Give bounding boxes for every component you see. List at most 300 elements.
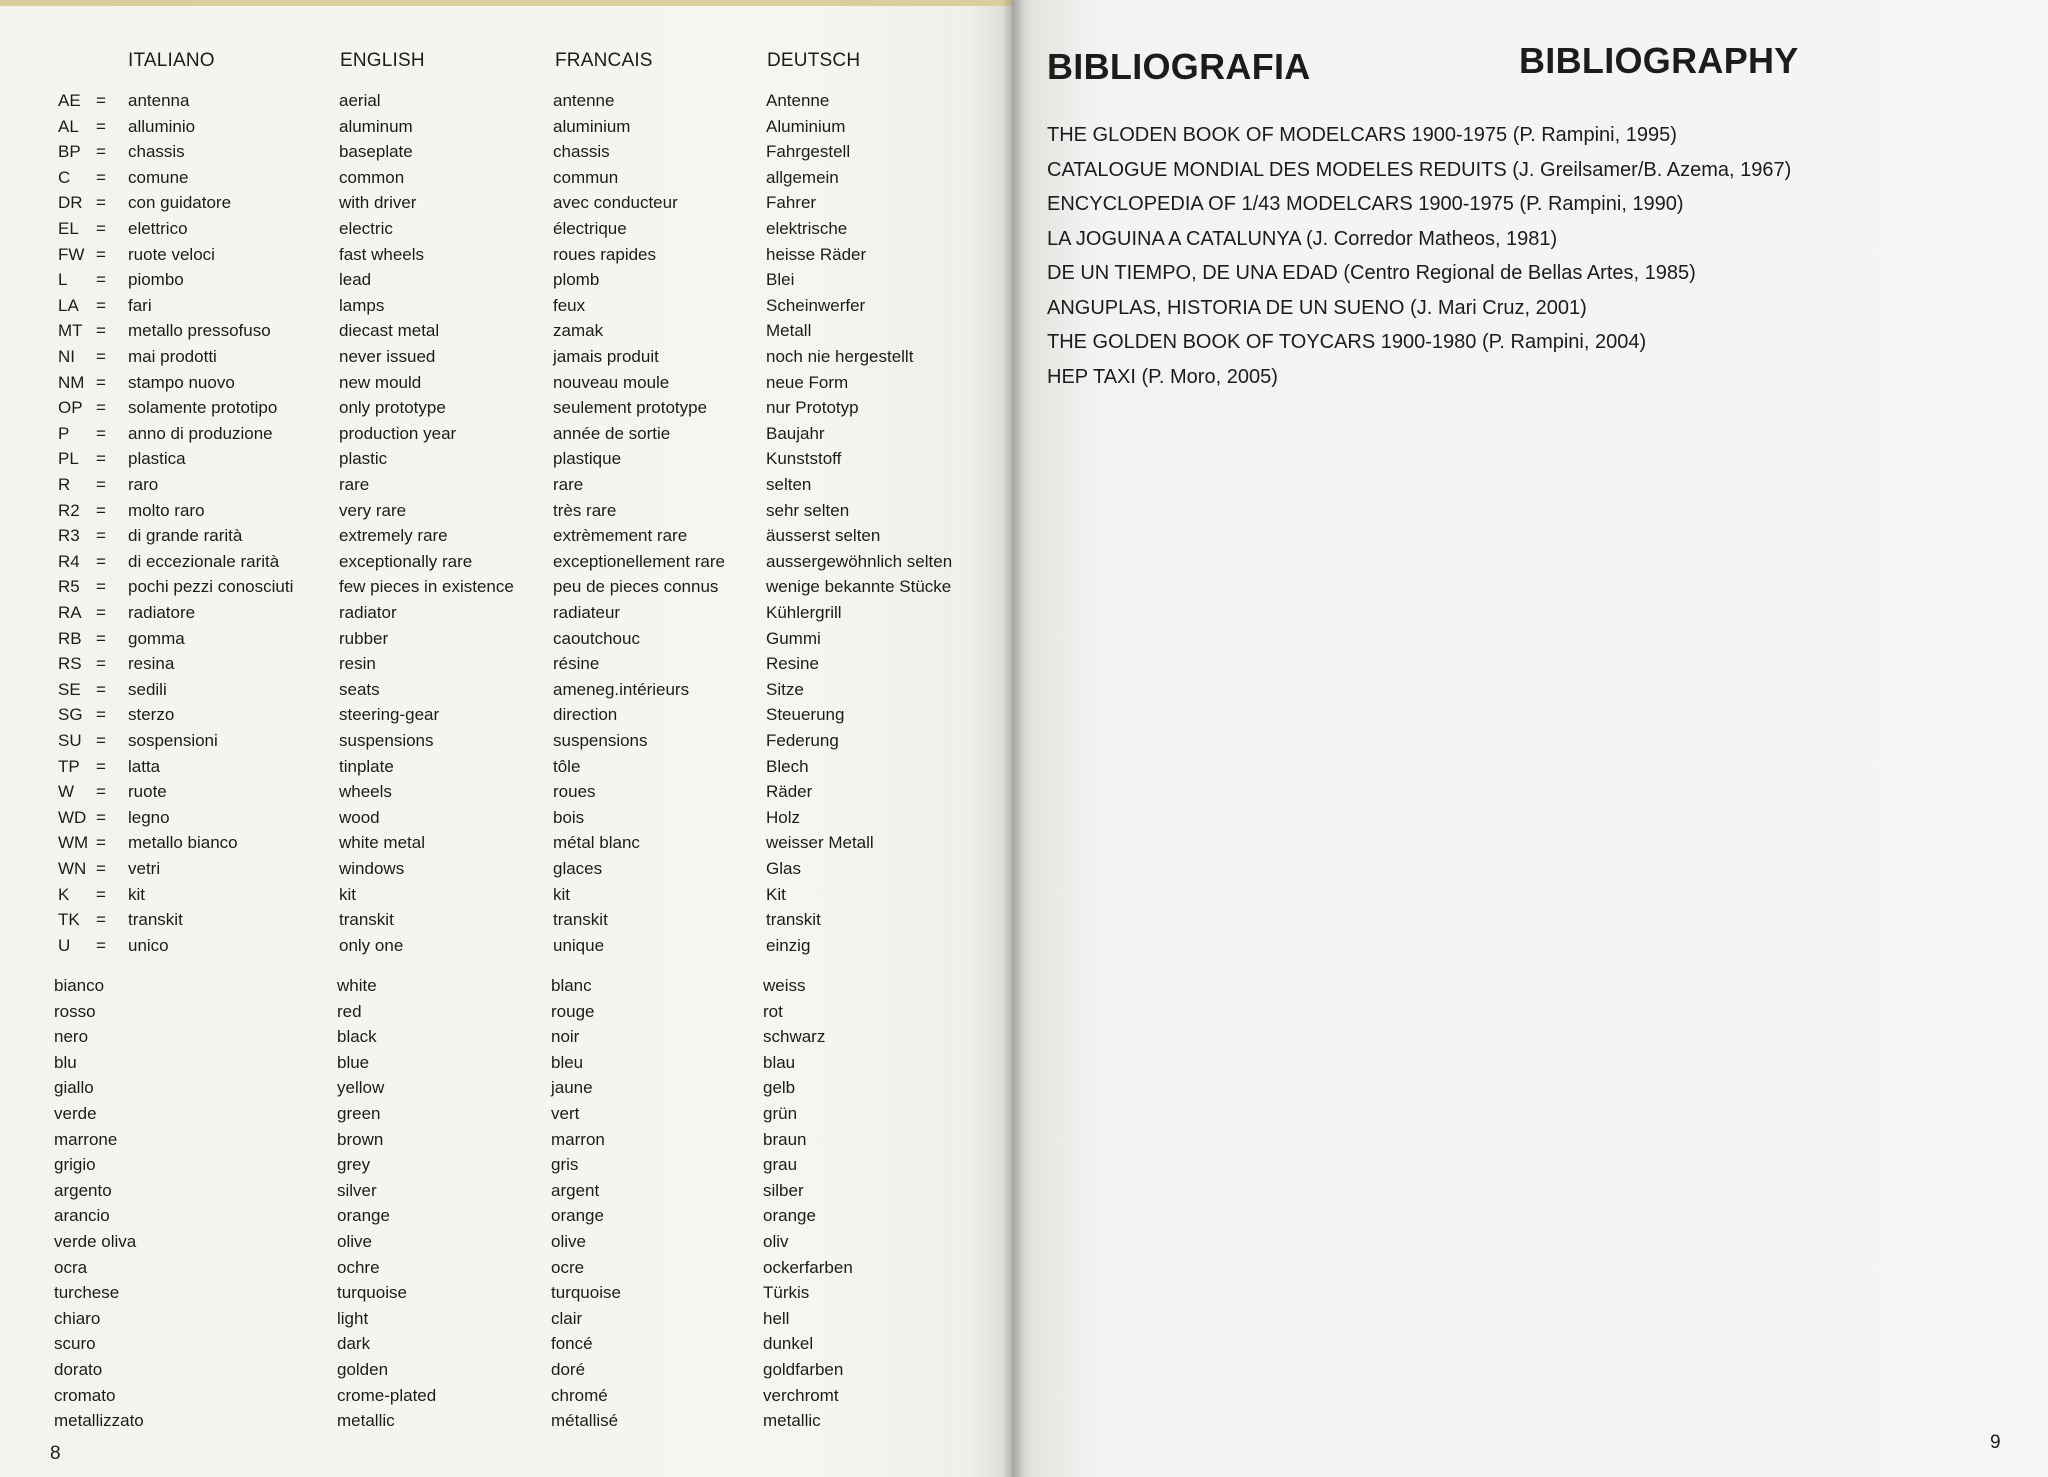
italian-color: verde oliva bbox=[54, 1232, 137, 1251]
color-row bbox=[0, 1078, 1012, 1103]
equals-sign: = bbox=[96, 884, 106, 904]
bibliography-entry: ENCYCLOPEDIA OF 1/43 MODELCARS 1900-1975 (P. Rampini, 1990) bbox=[1047, 193, 1684, 215]
italian-term: sospensioni bbox=[128, 731, 218, 750]
german-term: weisser Metall bbox=[766, 833, 874, 853]
equals-sign: = bbox=[96, 321, 106, 341]
french-color: doré bbox=[551, 1360, 586, 1379]
page-number-right: 9 bbox=[1990, 1432, 2001, 1453]
french-color: orange bbox=[551, 1206, 604, 1226]
bibliography-entry: ANGUPLAS, HISTORIA DE UN SUENO (J. Mari Cruz, 2001) bbox=[1047, 296, 1587, 319]
italian-color: rosso bbox=[54, 1001, 96, 1021]
glossary-row bbox=[0, 270, 1012, 295]
english-term: aluminum bbox=[339, 116, 413, 136]
glossary-abbreviation: SU bbox=[58, 731, 82, 750]
english-color: red bbox=[337, 1001, 362, 1021]
french-term: roues rapides bbox=[553, 244, 657, 264]
glossary-abbreviation: NM bbox=[58, 372, 85, 392]
equals-sign: = bbox=[96, 295, 106, 315]
glossary-row bbox=[0, 731, 1012, 756]
german-term: Antenne bbox=[766, 91, 830, 110]
glossary-row bbox=[0, 424, 1012, 449]
equals-sign: = bbox=[96, 167, 106, 187]
french-term: unique bbox=[553, 935, 605, 955]
color-row bbox=[0, 1053, 1012, 1078]
color-row bbox=[0, 1283, 1012, 1308]
english-term: aerial bbox=[339, 91, 381, 110]
italian-term: transkit bbox=[128, 910, 183, 930]
english-term: common bbox=[339, 167, 405, 187]
english-term: production year bbox=[339, 423, 457, 443]
english-color: metallic bbox=[337, 1411, 395, 1431]
english-term: baseplate bbox=[339, 142, 413, 162]
german-term: Steuerung bbox=[766, 705, 845, 725]
glossary-row bbox=[0, 475, 1012, 500]
german-color: weiss bbox=[763, 976, 806, 995]
french-color: foncé bbox=[551, 1334, 593, 1354]
italian-color: marrone bbox=[54, 1129, 118, 1149]
glossary-abbreviation: LA bbox=[58, 295, 79, 315]
english-color: orange bbox=[337, 1206, 390, 1226]
italian-term: kit bbox=[128, 884, 145, 904]
color-row bbox=[0, 1002, 1012, 1027]
italian-term: raro bbox=[128, 475, 159, 494]
german-term: Holz bbox=[766, 807, 801, 827]
german-term: Blei bbox=[766, 270, 795, 290]
english-term: very rare bbox=[339, 500, 407, 520]
bibliography-entry: THE GOLDEN BOOK OF TOYCARS 1900-1980 (P. Rampini, 2004) bbox=[1047, 331, 1647, 353]
equals-sign: = bbox=[96, 526, 106, 546]
glossary-abbreviation: C bbox=[58, 167, 71, 187]
equals-sign: = bbox=[96, 500, 106, 520]
italian-color: verde bbox=[54, 1104, 97, 1123]
color-row bbox=[0, 1258, 1012, 1283]
french-color: vert bbox=[551, 1104, 580, 1123]
glossary-row bbox=[0, 91, 1012, 116]
french-color: clair bbox=[551, 1308, 583, 1328]
english-term: rubber bbox=[339, 628, 389, 648]
french-term: avec conducteur bbox=[553, 193, 678, 213]
bibliography-entry: LA JOGUINA A CATALUNYA (J. Corredor Matheos, 1981) bbox=[1047, 227, 1558, 250]
english-term: electric bbox=[339, 219, 393, 238]
bibliography-entry: DE UN TIEMPO, DE UNA EDAD (Centro Regional de Bellas Artes, 1985) bbox=[1047, 262, 1696, 284]
color-row bbox=[0, 1334, 1012, 1359]
english-term: plastic bbox=[339, 449, 388, 469]
english-term: transkit bbox=[339, 910, 394, 930]
bibliography-entry: THE GLODEN BOOK OF MODELCARS 1900-1975 (P. Rampini, 1995) bbox=[1047, 124, 1677, 146]
italian-term: radiatore bbox=[128, 603, 196, 622]
english-color: crome-plated bbox=[337, 1385, 437, 1405]
italian-term: ruote veloci bbox=[128, 244, 215, 264]
glossary-abbreviation: R2 bbox=[58, 500, 80, 520]
french-term: peu de pieces connus bbox=[553, 577, 719, 597]
german-term: Kühlergrill bbox=[766, 603, 842, 622]
french-color: turquoise bbox=[551, 1283, 621, 1303]
german-term: Glas bbox=[766, 859, 801, 878]
equals-sign: = bbox=[96, 372, 106, 392]
german-term: heisse Räder bbox=[766, 244, 867, 264]
french-term: ameneg.intérieurs bbox=[553, 679, 690, 699]
french-color: noir bbox=[551, 1027, 580, 1047]
italian-color: metallizzato bbox=[54, 1411, 144, 1431]
french-term: suspensions bbox=[553, 731, 648, 750]
french-term: caoutchouc bbox=[553, 628, 640, 648]
german-color: grün bbox=[763, 1104, 798, 1123]
glossary-row bbox=[0, 885, 1012, 910]
glossary-row bbox=[0, 449, 1012, 474]
german-color: orange bbox=[763, 1206, 816, 1226]
italian-term: alluminio bbox=[128, 116, 196, 136]
glossary-abbreviation: AE bbox=[58, 91, 81, 110]
german-term: Aluminium bbox=[766, 116, 846, 136]
italian-color: chiaro bbox=[54, 1308, 101, 1328]
german-color: rot bbox=[763, 1001, 783, 1021]
equals-sign: = bbox=[96, 398, 106, 418]
english-term: wheels bbox=[339, 782, 392, 802]
header-english: ENGLISH bbox=[340, 50, 425, 71]
french-term: résine bbox=[553, 654, 600, 674]
french-term: direction bbox=[553, 705, 618, 725]
french-color: jaune bbox=[551, 1078, 593, 1098]
german-color: Türkis bbox=[763, 1283, 810, 1303]
italian-term: gomma bbox=[128, 628, 185, 648]
italian-color: grigio bbox=[54, 1155, 96, 1175]
equals-sign: = bbox=[96, 577, 106, 597]
equals-sign: = bbox=[96, 475, 106, 494]
english-term: kit bbox=[339, 884, 356, 904]
english-color: turquoise bbox=[337, 1283, 407, 1303]
german-term: elektrische bbox=[766, 219, 848, 238]
italian-term: piombo bbox=[128, 270, 184, 290]
italian-term: mai prodotti bbox=[128, 347, 217, 366]
bibliography-entry: CATALOGUE MONDIAL DES MODELES REDUITS (J. Greilsamer/B. Azema, 1967) bbox=[1047, 158, 1792, 181]
italian-term: pochi pezzi conosciuti bbox=[128, 577, 294, 597]
equals-sign: = bbox=[96, 142, 106, 162]
color-row bbox=[0, 1411, 1012, 1436]
italian-term: solamente prototipo bbox=[128, 398, 278, 418]
color-row bbox=[0, 1155, 1012, 1180]
italian-term: antenna bbox=[128, 91, 190, 110]
glossary-abbreviation: R bbox=[58, 475, 71, 494]
glossary-abbreviation: P bbox=[58, 423, 70, 443]
glossary-row bbox=[0, 936, 1012, 961]
english-color: yellow bbox=[337, 1078, 385, 1098]
glossary-row bbox=[0, 526, 1012, 551]
english-term: steering-gear bbox=[339, 705, 440, 725]
german-color: braun bbox=[763, 1129, 807, 1149]
glossary-abbreviation: SE bbox=[58, 679, 81, 699]
glossary-abbreviation: SG bbox=[58, 705, 83, 725]
glossary-row bbox=[0, 347, 1012, 372]
german-color: dunkel bbox=[763, 1334, 814, 1354]
glossary-row bbox=[0, 680, 1012, 705]
equals-sign: = bbox=[96, 731, 106, 750]
italian-color: dorato bbox=[54, 1360, 103, 1379]
english-color: blue bbox=[337, 1052, 370, 1072]
italian-term: latta bbox=[128, 756, 161, 776]
english-term: seats bbox=[339, 679, 380, 699]
glossary-abbreviation: RA bbox=[58, 603, 82, 622]
glossary-row bbox=[0, 296, 1012, 321]
glossary-abbreviation: AL bbox=[58, 116, 79, 136]
german-color: blau bbox=[763, 1052, 796, 1072]
english-term: rare bbox=[339, 475, 370, 494]
glossary-row bbox=[0, 245, 1012, 270]
equals-sign: = bbox=[96, 807, 106, 827]
equals-sign: = bbox=[96, 603, 106, 622]
german-term: Sitze bbox=[766, 679, 804, 699]
german-term: allgemein bbox=[766, 167, 839, 187]
french-term: chassis bbox=[553, 142, 610, 162]
french-color: blanc bbox=[551, 976, 592, 995]
glossary-abbreviation: EL bbox=[58, 219, 79, 238]
equals-sign: = bbox=[96, 423, 106, 443]
equals-sign: = bbox=[96, 910, 106, 930]
glossary-row bbox=[0, 654, 1012, 679]
french-term: kit bbox=[553, 884, 570, 904]
german-term: Fahrer bbox=[766, 193, 817, 213]
french-term: jamais produit bbox=[553, 347, 659, 366]
french-color: chromé bbox=[551, 1385, 608, 1405]
glossary-row bbox=[0, 629, 1012, 654]
equals-sign: = bbox=[96, 782, 106, 802]
glossary-abbreviation: K bbox=[58, 884, 70, 904]
italian-color: cromato bbox=[54, 1385, 116, 1405]
french-term: plomb bbox=[553, 270, 600, 290]
english-color: grey bbox=[337, 1155, 371, 1175]
french-term: antenne bbox=[553, 91, 615, 110]
french-color: métallisé bbox=[551, 1411, 619, 1431]
equals-sign: = bbox=[96, 91, 106, 110]
french-term: seulement prototype bbox=[553, 398, 708, 418]
glossary-row bbox=[0, 321, 1012, 346]
glossary-row bbox=[0, 910, 1012, 935]
equals-sign: = bbox=[96, 270, 106, 290]
english-term: new mould bbox=[339, 372, 422, 392]
french-term: rare bbox=[553, 475, 584, 494]
french-color: argent bbox=[551, 1180, 600, 1200]
english-color: silver bbox=[337, 1180, 377, 1200]
german-term: Gummi bbox=[766, 628, 821, 648]
french-color: rouge bbox=[551, 1001, 595, 1021]
english-color: ochre bbox=[337, 1257, 380, 1277]
english-term: fast wheels bbox=[339, 244, 425, 264]
english-term: never issued bbox=[339, 347, 436, 366]
glossary-row bbox=[0, 808, 1012, 833]
italian-color: turchese bbox=[54, 1283, 120, 1303]
page-number-left: 8 bbox=[50, 1443, 61, 1464]
german-color: gelb bbox=[763, 1078, 796, 1098]
french-term: métal blanc bbox=[553, 833, 640, 853]
english-term: suspensions bbox=[339, 731, 434, 750]
glossary-row bbox=[0, 705, 1012, 730]
italian-color: blu bbox=[54, 1052, 77, 1072]
german-term: Kunststoff bbox=[766, 449, 842, 469]
italian-color: ocra bbox=[54, 1257, 88, 1277]
french-color: bleu bbox=[551, 1052, 584, 1072]
glossary-abbreviation: RS bbox=[58, 654, 82, 674]
french-color: ocre bbox=[551, 1257, 585, 1277]
english-term: diecast metal bbox=[339, 321, 440, 341]
english-term: wood bbox=[339, 807, 380, 827]
english-color: golden bbox=[337, 1360, 389, 1379]
italian-color: scuro bbox=[54, 1334, 96, 1354]
french-term: aluminium bbox=[553, 116, 631, 136]
english-color: dark bbox=[337, 1334, 371, 1354]
glossary-abbreviation: BP bbox=[58, 142, 81, 162]
color-row bbox=[0, 1232, 1012, 1257]
german-term: selten bbox=[766, 475, 812, 494]
french-term: glaces bbox=[553, 859, 603, 878]
german-term: Fahrgestell bbox=[766, 142, 851, 162]
italian-term: unico bbox=[128, 935, 169, 955]
italian-term: metallo bianco bbox=[128, 833, 238, 853]
equals-sign: = bbox=[96, 833, 106, 853]
equals-sign: = bbox=[96, 705, 106, 725]
english-term: extremely rare bbox=[339, 526, 448, 546]
color-row bbox=[0, 1181, 1012, 1206]
german-color: hell bbox=[763, 1308, 790, 1328]
german-term: Scheinwerfer bbox=[766, 295, 866, 315]
glossary-abbreviation: L bbox=[58, 270, 68, 290]
equals-sign: = bbox=[96, 859, 106, 878]
italian-color: giallo bbox=[54, 1078, 94, 1098]
german-term: Blech bbox=[766, 756, 809, 776]
glossary-row bbox=[0, 859, 1012, 884]
glossary-abbreviation: NI bbox=[58, 347, 75, 366]
spine-shadow bbox=[1002, 0, 1024, 1477]
german-term: Räder bbox=[766, 782, 813, 802]
german-color: schwarz bbox=[763, 1027, 826, 1047]
glossary-abbreviation: W bbox=[58, 782, 75, 802]
italian-term: molto raro bbox=[128, 500, 205, 520]
english-term: resin bbox=[339, 654, 376, 674]
glossary-abbreviation: FW bbox=[58, 244, 85, 264]
german-color: grau bbox=[763, 1155, 798, 1175]
glossary-abbreviation: TK bbox=[58, 910, 80, 930]
glossary-row bbox=[0, 142, 1012, 167]
equals-sign: = bbox=[96, 756, 106, 776]
glossary-abbreviation: PL bbox=[58, 449, 79, 469]
glossary-abbreviation: DR bbox=[58, 193, 83, 213]
equals-sign: = bbox=[96, 679, 106, 699]
header-deutsch: DEUTSCH bbox=[767, 50, 861, 71]
italian-term: fari bbox=[128, 295, 152, 315]
italian-term: vetri bbox=[128, 859, 161, 878]
italian-term: plastica bbox=[128, 449, 186, 469]
equals-sign: = bbox=[96, 193, 106, 213]
german-color: ockerfarben bbox=[763, 1257, 853, 1277]
german-term: sehr selten bbox=[766, 500, 850, 520]
french-term: commun bbox=[553, 167, 619, 187]
french-color: marron bbox=[551, 1129, 605, 1149]
color-row bbox=[0, 1386, 1012, 1411]
german-color: metallic bbox=[763, 1411, 821, 1431]
color-row bbox=[0, 1104, 1012, 1129]
glossary-abbreviation: MT bbox=[58, 321, 83, 341]
english-term: with driver bbox=[339, 193, 417, 213]
equals-sign: = bbox=[96, 449, 106, 469]
equals-sign: = bbox=[96, 551, 106, 571]
equals-sign: = bbox=[96, 219, 106, 238]
german-term: Kit bbox=[766, 884, 786, 904]
glossary-abbreviation: R3 bbox=[58, 526, 80, 546]
french-term: roues bbox=[553, 782, 596, 802]
english-term: only prototype bbox=[339, 398, 446, 418]
glossary-row bbox=[0, 782, 1012, 807]
glossary-abbreviation: TP bbox=[58, 756, 80, 776]
glossary-row bbox=[0, 552, 1012, 577]
italian-color: nero bbox=[54, 1027, 89, 1047]
german-term: äusserst selten bbox=[766, 526, 881, 546]
italian-term: stampo nuovo bbox=[128, 372, 235, 392]
header-italiano: ITALIANO bbox=[128, 50, 215, 71]
english-term: windows bbox=[339, 859, 405, 878]
glossary-row bbox=[0, 168, 1012, 193]
italian-term: anno di produzione bbox=[128, 423, 273, 443]
glossary-abbreviation: WN bbox=[58, 859, 87, 878]
glossary-abbreviation: WD bbox=[58, 807, 87, 827]
italian-term: sedili bbox=[128, 679, 167, 699]
english-color: brown bbox=[337, 1129, 384, 1149]
title-bibliografia: BIBLIOGRAFIA bbox=[1047, 46, 1311, 87]
english-term: tinplate bbox=[339, 756, 394, 776]
glossary-abbreviation: R4 bbox=[58, 551, 80, 571]
glossary-abbreviation: U bbox=[58, 935, 71, 955]
equals-sign: = bbox=[96, 935, 106, 955]
french-color: gris bbox=[551, 1155, 579, 1175]
german-color: verchromt bbox=[763, 1385, 839, 1405]
german-term: Federung bbox=[766, 731, 839, 750]
italian-term: resina bbox=[128, 654, 175, 674]
italian-term: di grande rarità bbox=[128, 526, 243, 546]
french-term: radiateur bbox=[553, 603, 621, 622]
french-term: nouveau moule bbox=[553, 372, 670, 392]
french-color: olive bbox=[551, 1232, 586, 1251]
german-term: aussergewöhnlich selten bbox=[766, 551, 953, 571]
italian-term: comune bbox=[128, 167, 189, 187]
glossary-row bbox=[0, 219, 1012, 244]
italian-color: argento bbox=[54, 1180, 112, 1200]
glossary-abbreviation: WM bbox=[58, 833, 89, 853]
left-page bbox=[0, 0, 1012, 1477]
german-color: goldfarben bbox=[763, 1360, 844, 1379]
italian-term: metallo pressofuso bbox=[128, 321, 271, 341]
german-term: einzig bbox=[766, 935, 811, 955]
glossary-row bbox=[0, 373, 1012, 398]
glossary-row bbox=[0, 757, 1012, 782]
color-row bbox=[0, 1309, 1012, 1334]
french-term: zamak bbox=[553, 321, 604, 341]
equals-sign: = bbox=[96, 654, 106, 674]
german-term: wenige bekannte Stücke bbox=[766, 577, 952, 597]
french-term: bois bbox=[553, 807, 585, 827]
glossary-row bbox=[0, 833, 1012, 858]
italian-term: elettrico bbox=[128, 219, 188, 238]
german-term: transkit bbox=[766, 910, 821, 930]
glossary-row bbox=[0, 117, 1012, 142]
french-term: année de sortie bbox=[553, 423, 671, 443]
english-color: olive bbox=[337, 1232, 372, 1251]
italian-term: sterzo bbox=[128, 705, 175, 725]
german-color: silber bbox=[763, 1180, 804, 1200]
french-term: tôle bbox=[553, 756, 581, 776]
glossary-row bbox=[0, 577, 1012, 602]
english-color: black bbox=[337, 1027, 377, 1047]
color-row bbox=[0, 1027, 1012, 1052]
german-term: Metall bbox=[766, 321, 812, 341]
german-term: neue Form bbox=[766, 372, 849, 392]
french-term: électrique bbox=[553, 219, 627, 238]
